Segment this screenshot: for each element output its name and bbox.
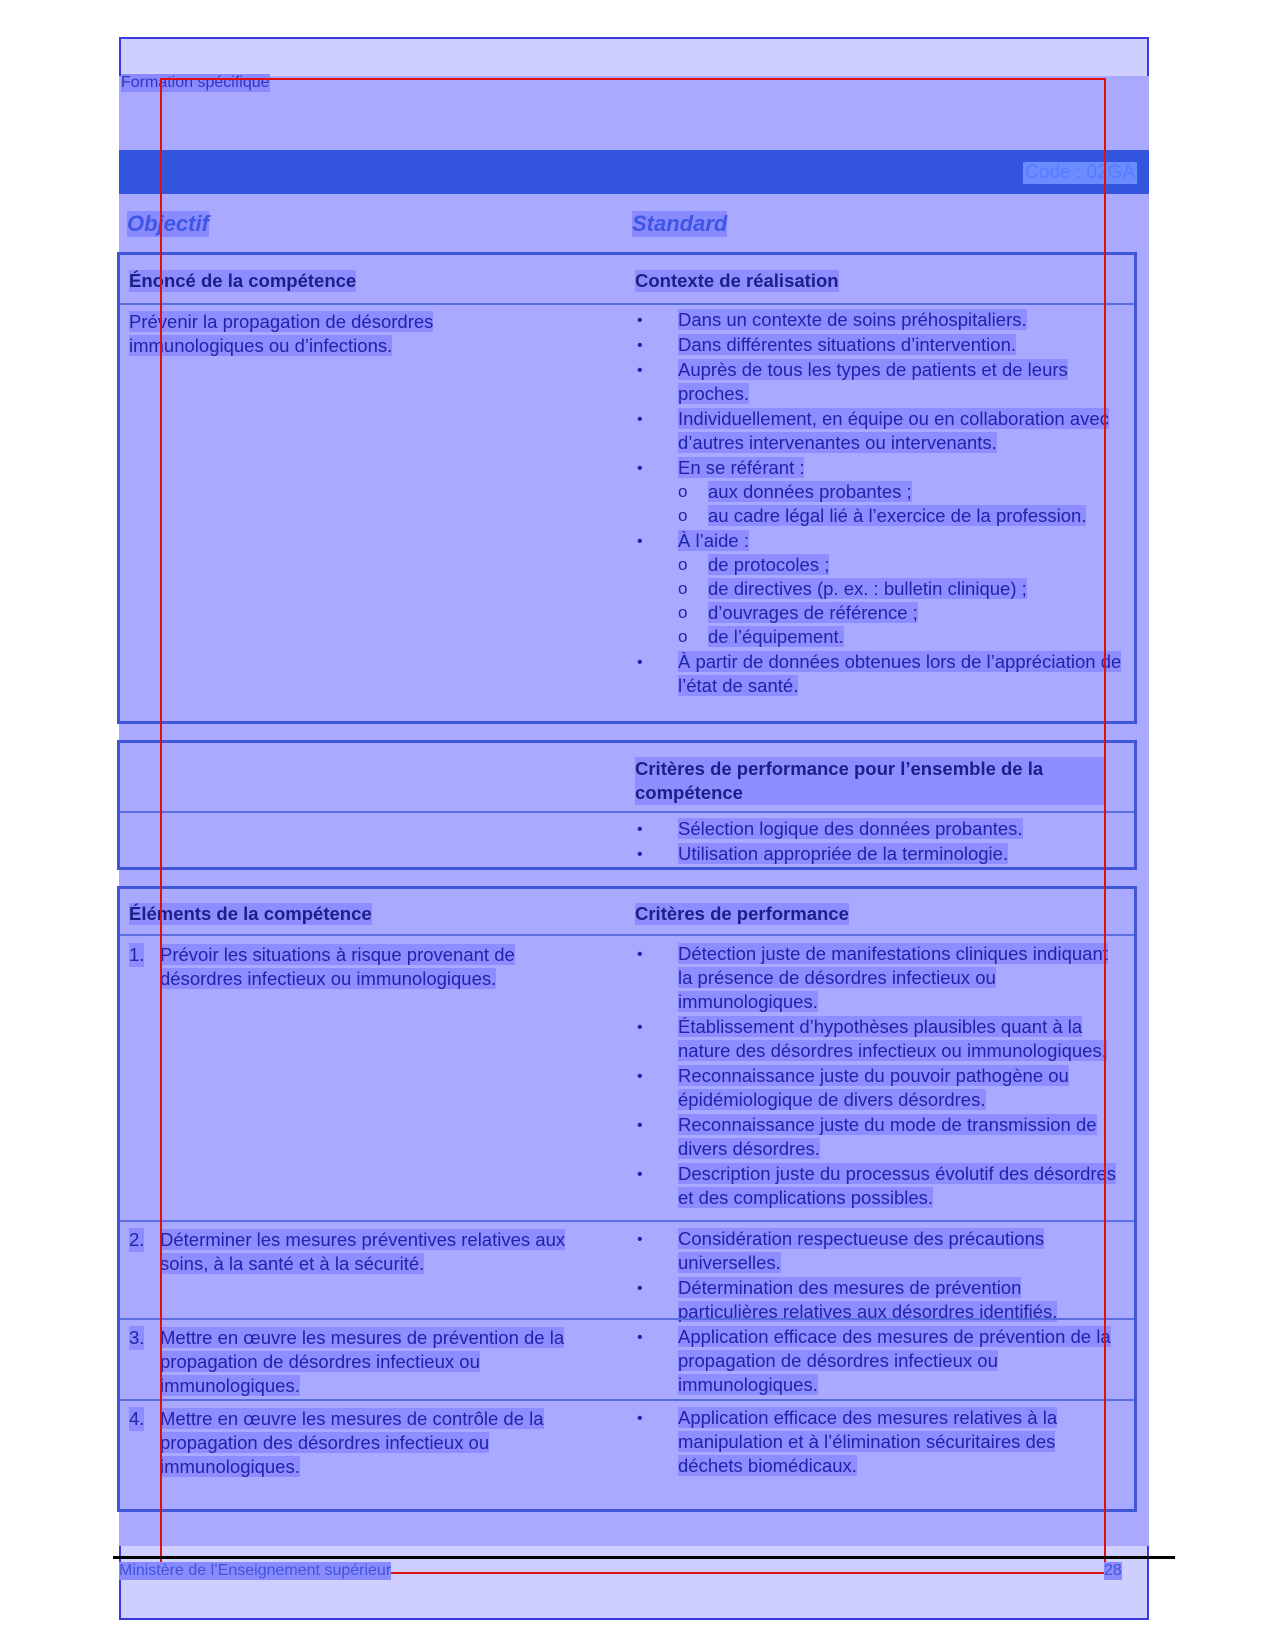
bullet-dot-icon: • xyxy=(637,1231,643,1248)
bullet-text: Établissement d’hypothèses plausibles quant à la nature des désordres infectieux ou immunologiques. xyxy=(678,1016,1107,1061)
bullet-text: Détermination des mesures de prévention particulières relatives aux désordres identifiés. xyxy=(678,1277,1058,1322)
bullet-text: Utilisation appropriée de la terminologie. xyxy=(678,843,1009,864)
bullet-text: Reconnaissance juste du pouvoir pathogène ou épidémiologique de divers désordres. xyxy=(678,1065,1069,1110)
objectif-title: Objectif xyxy=(127,211,209,236)
criteria-list xyxy=(634,1406,1124,1479)
bullet-item xyxy=(634,1276,1124,1324)
bullet-dot-icon: • xyxy=(637,533,643,550)
bullet-text: Dans différentes situations d’intervention. xyxy=(678,334,1016,355)
element-item xyxy=(129,1228,569,1276)
bullet-item xyxy=(634,942,1124,1014)
sub-item-text: aux données probantes ; xyxy=(708,481,912,502)
bullet-dot-icon: • xyxy=(637,460,643,477)
bullet-dot-icon: • xyxy=(637,1410,643,1427)
bullet-item xyxy=(634,1113,1124,1161)
hollow-circle-icon: o xyxy=(678,627,688,646)
bullet-item xyxy=(634,358,1124,406)
enonce-heading: Énoncé de la compétence xyxy=(129,270,357,291)
bullet-text: Application efficace des mesures relatives à la manipulation et à l’élimination sécuritaires des déchets biomédicaux. xyxy=(678,1407,1058,1476)
criteria-list xyxy=(634,1227,1124,1325)
bullet-dot-icon: • xyxy=(637,1166,643,1183)
bullet-dot-icon: • xyxy=(637,846,643,863)
bullet-text: Application efficace des mesures de prévention de la propagation de désordres infectieux ou immunologiques. xyxy=(678,1326,1111,1395)
sub-list xyxy=(678,553,1124,649)
bullet-text: En se référant : xyxy=(678,457,805,478)
bullet-text: Considération respectueuse des précautions universelles. xyxy=(678,1228,1045,1273)
element-entry xyxy=(129,943,569,991)
bullet-dot-icon: • xyxy=(637,946,643,963)
sub-item-text: de l’équipement. xyxy=(708,626,844,647)
criteres-heading: Critères de performance xyxy=(635,903,849,924)
row-divider xyxy=(120,1318,1134,1320)
bullet-item xyxy=(634,1162,1124,1210)
standard-title: Standard xyxy=(632,211,728,236)
bullet-text: Reconnaissance juste du mode de transmission de divers désordres. xyxy=(678,1114,1097,1159)
sub-item xyxy=(678,553,1124,577)
sub-item-text: d’ouvrages de référence ; xyxy=(708,602,918,623)
element-text: Mettre en œuvre les mesures de contrôle de la propagation des désordres infectieux ou immunologiques. xyxy=(160,1408,544,1477)
criteria-list xyxy=(634,1325,1124,1398)
element-number: 4. xyxy=(129,1408,145,1429)
program-label: Formation spécifique xyxy=(121,74,270,91)
footer-ministry: Ministère de l’Enseignement supérieur xyxy=(119,1562,392,1579)
bullet-item xyxy=(634,650,1124,698)
element-item xyxy=(129,943,569,991)
bullet-dot-icon: • xyxy=(637,312,643,329)
bullet-item xyxy=(634,529,1124,649)
criteres-ensemble-table xyxy=(117,740,1137,870)
sub-item-text: au cadre légal lié à l’exercice de la profession. xyxy=(708,505,1087,526)
elements-table xyxy=(117,886,1137,1512)
element-entry xyxy=(129,1326,569,1398)
bullet-dot-icon: • xyxy=(637,821,643,838)
element-number: 3. xyxy=(129,1327,145,1348)
bullet-dot-icon: • xyxy=(637,1280,643,1297)
criteria-list xyxy=(634,942,1124,1211)
bullet-dot-icon: • xyxy=(637,1329,643,1346)
bullet-dot-icon: • xyxy=(637,1068,643,1085)
elements-header-divider xyxy=(120,934,1134,936)
bullet-text: Dans un contexte de soins préhospitaliers. xyxy=(678,309,1027,330)
bullet-text: Auprès de tous les types de patients et de leurs proches. xyxy=(678,359,1068,404)
bullet-text: Description juste du processus évolutif des désordres et des complications possibles. xyxy=(678,1163,1117,1208)
bullet-dot-icon: • xyxy=(637,654,643,671)
competency-code: Code : 02GA xyxy=(1025,162,1135,183)
bullet-text: Détection juste de manifestations cliniques indiquant la présence de désordres infectieux ou immunologiques. xyxy=(678,943,1108,1012)
contexte-list xyxy=(634,308,1124,699)
bullet-item xyxy=(634,1227,1124,1275)
criteres-divider xyxy=(120,811,1134,813)
bullet-item xyxy=(634,333,1124,357)
element-number: 1. xyxy=(129,944,145,965)
criteres-ensemble-heading: Critères de performance pour l’ensemble de la compétence xyxy=(635,757,1105,805)
hollow-circle-icon: o xyxy=(678,603,688,622)
bullet-dot-icon: • xyxy=(637,411,643,428)
criteres-ensemble-list xyxy=(634,817,1124,867)
row-divider xyxy=(120,1399,1134,1401)
element-text: Mettre en œuvre les mesures de prévention de la propagation de désordres infectieux ou immunologiques. xyxy=(160,1327,565,1396)
element-number: 2. xyxy=(129,1229,145,1250)
sub-list xyxy=(678,480,1124,528)
sub-item-text: de protocoles ; xyxy=(708,554,830,575)
footer-rule xyxy=(113,1556,1175,1559)
page-number: 28 xyxy=(1104,1562,1122,1579)
bullet-item xyxy=(634,842,1124,866)
element-item xyxy=(129,1407,569,1479)
bullet-text: Individuellement, en équipe ou en collaboration avec d’autres intervenantes ou intervenants. xyxy=(678,408,1109,453)
bullet-dot-icon: • xyxy=(637,1117,643,1134)
bullet-dot-icon: • xyxy=(637,337,643,354)
bullet-item xyxy=(634,456,1124,528)
enonce-contexte-table xyxy=(117,252,1137,724)
bullet-item xyxy=(634,1015,1124,1063)
hollow-circle-icon: o xyxy=(678,579,688,598)
bullet-text: À partir de données obtenues lors de l’appréciation de l’état de santé. xyxy=(678,651,1122,696)
header-divider xyxy=(120,303,1134,305)
hollow-circle-icon: o xyxy=(678,555,688,574)
code-bar xyxy=(119,150,1149,194)
element-item xyxy=(129,1326,569,1398)
sub-item xyxy=(678,504,1124,528)
sub-item-text: de directives (p. ex. : bulletin clinique) ; xyxy=(708,578,1027,599)
elements-heading: Éléments de la compétence xyxy=(129,903,372,924)
bullet-item xyxy=(634,308,1124,332)
bullet-item xyxy=(634,1064,1124,1112)
bullet-text: À l’aide : xyxy=(678,530,749,551)
bullet-item xyxy=(634,1406,1124,1478)
bullet-item xyxy=(634,817,1124,841)
enonce-text: Prévenir la propagation de désordres immunologiques ou d’infections. xyxy=(129,311,434,356)
element-text: Déterminer les mesures préventives relatives aux soins, à la santé et à la sécurité. xyxy=(160,1229,566,1274)
contexte-heading: Contexte de réalisation xyxy=(635,270,839,291)
sub-item xyxy=(678,577,1124,601)
hollow-circle-icon: o xyxy=(678,482,688,501)
element-entry xyxy=(129,1228,569,1276)
bullet-text: Sélection logique des données probantes. xyxy=(678,818,1023,839)
element-entry xyxy=(129,1407,569,1479)
row-divider xyxy=(120,1220,1134,1222)
sub-item xyxy=(678,625,1124,649)
bullet-item xyxy=(634,1325,1124,1397)
bullet-item xyxy=(634,407,1124,455)
sub-item xyxy=(678,480,1124,504)
element-text: Prévoir les situations à risque provenant de désordres infectieux ou immunologiques. xyxy=(160,944,515,989)
sub-item xyxy=(678,601,1124,625)
bullet-dot-icon: • xyxy=(637,362,643,379)
bullet-dot-icon: • xyxy=(637,1019,643,1036)
hollow-circle-icon: o xyxy=(678,506,688,525)
